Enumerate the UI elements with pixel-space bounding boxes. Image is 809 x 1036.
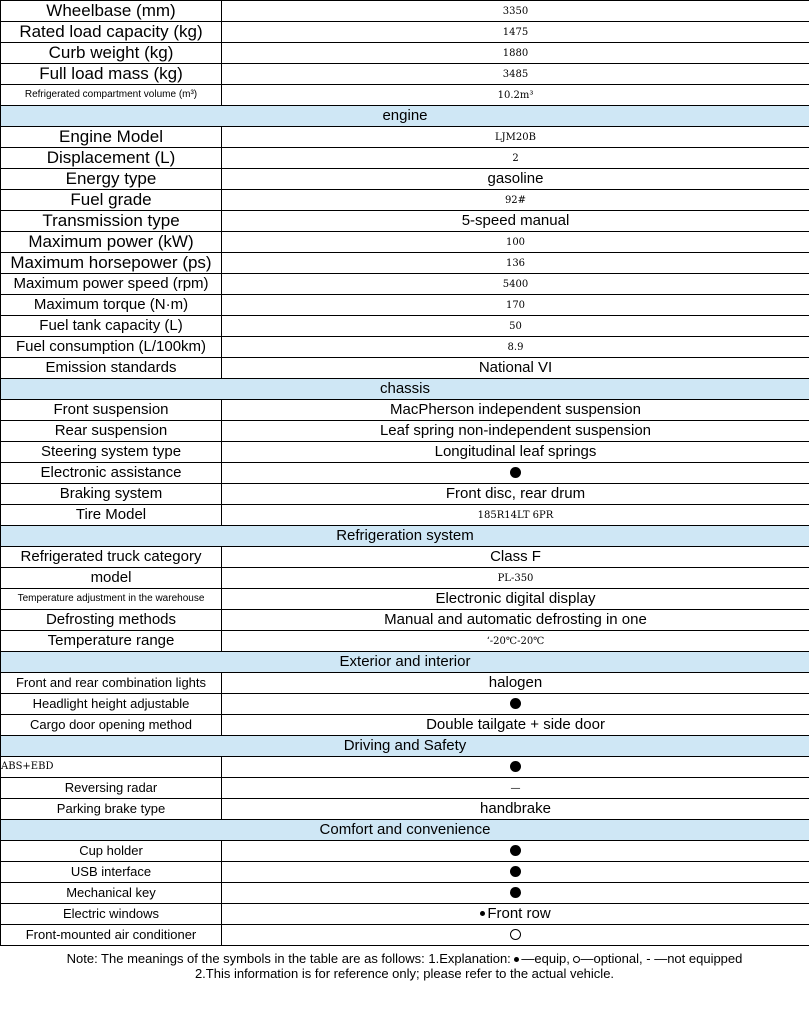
row-value — [222, 211, 809, 232]
table-row — [1, 631, 809, 652]
row-value-text: ‘-20℃-20℃ — [486, 636, 545, 647]
row-label: Cargo door opening method — [1, 715, 222, 736]
equip-dot-icon — [510, 698, 521, 709]
row-value — [222, 127, 809, 148]
table-row — [1, 862, 809, 883]
row-label: Engine Model — [1, 127, 222, 148]
equip-dot-icon — [510, 467, 521, 478]
section-title: Comfort and convenience — [1, 820, 809, 841]
row-value — [222, 799, 809, 820]
table-row — [1, 190, 809, 211]
row-label: Steering system type — [1, 442, 222, 463]
row-value-text: 1475 — [502, 27, 529, 38]
row-label: Curb weight (kg) — [1, 43, 222, 64]
row-label: Refrigerated compartment volume (m³) — [1, 85, 222, 106]
table-row — [1, 421, 809, 442]
notes-prefix: Note: The meanings of the symbols in the table are as follows: 1.Explanation: — [66, 951, 511, 966]
row-label: Refrigerated truck category — [1, 547, 222, 568]
row-label: Wheelbase (mm) — [1, 1, 222, 22]
row-value-text: Class F — [490, 548, 541, 565]
section-title: Exterior and interior — [1, 652, 809, 673]
table-row — [1, 799, 809, 820]
row-value-text: 5-speed manual — [461, 212, 570, 229]
row-value — [222, 421, 809, 442]
section-title: chassis — [1, 379, 809, 400]
table-row — [1, 274, 809, 295]
row-label: Temperature adjustment in the warehouse — [1, 589, 222, 610]
row-value — [222, 778, 809, 799]
row-value-text: MacPherson independent suspension — [389, 401, 641, 418]
row-value — [222, 463, 809, 484]
row-label: USB interface — [1, 862, 222, 883]
row-value-text: Electronic digital display — [435, 590, 596, 607]
row-value — [222, 64, 809, 85]
row-value-text: Manual and automatic defrosting in one — [384, 611, 647, 628]
equip-dot-icon — [510, 845, 521, 856]
row-value-text: LJM20B — [495, 132, 536, 143]
row-label: ABS+EBD — [1, 757, 222, 778]
row-value-text: 1880 — [502, 48, 529, 59]
table-row — [1, 127, 809, 148]
row-value-text: 92# — [504, 195, 527, 206]
row-label: Maximum power speed (rpm) — [1, 274, 222, 295]
row-value-text: 2 — [512, 153, 519, 164]
row-value-text: — — [510, 783, 521, 794]
equip-dot-icon — [480, 911, 485, 916]
table-row — [1, 253, 809, 274]
row-label: Fuel tank capacity (L) — [1, 316, 222, 337]
section-header — [1, 820, 809, 841]
row-value — [222, 85, 809, 106]
row-value-text: 3350 — [502, 6, 529, 17]
row-value — [222, 337, 809, 358]
row-value-text: 185R14LT 6PR — [477, 510, 554, 521]
section-header — [1, 526, 809, 547]
row-value-text: 136 — [505, 258, 526, 269]
table-row — [1, 148, 809, 169]
row-label: Tire Model — [1, 505, 222, 526]
table-row — [1, 295, 809, 316]
row-value — [222, 295, 809, 316]
table-row — [1, 484, 809, 505]
section-title: Refrigeration system — [1, 526, 809, 547]
row-value-text: 50 — [509, 321, 522, 332]
spec-table-body — [1, 1, 809, 946]
row-label: Fuel grade — [1, 190, 222, 211]
row-value — [222, 358, 809, 379]
table-row — [1, 694, 809, 715]
row-label: Maximum power (kW) — [1, 232, 222, 253]
table-row — [1, 442, 809, 463]
row-value — [222, 568, 809, 589]
row-value-text: PL-350 — [497, 573, 534, 584]
table-row — [1, 505, 809, 526]
equip-dot-icon — [514, 957, 519, 962]
row-label: Rated load capacity (kg) — [1, 22, 222, 43]
row-label: Front suspension — [1, 400, 222, 421]
row-value-text: Front disc, rear drum — [445, 485, 586, 502]
table-row — [1, 589, 809, 610]
table-row — [1, 169, 809, 190]
table-row — [1, 883, 809, 904]
row-value — [222, 862, 809, 883]
row-value-text: 3485 — [502, 69, 529, 80]
row-label: Braking system — [1, 484, 222, 505]
section-header — [1, 652, 809, 673]
row-value — [222, 1, 809, 22]
row-value-text: National VI — [478, 359, 553, 376]
table-row — [1, 925, 809, 946]
row-value — [222, 673, 809, 694]
table-row — [1, 358, 809, 379]
row-label: Parking brake type — [1, 799, 222, 820]
table-row — [1, 22, 809, 43]
row-label: Rear suspension — [1, 421, 222, 442]
row-label: Electric windows — [1, 904, 222, 925]
table-row — [1, 85, 809, 106]
row-value — [222, 232, 809, 253]
row-label: Energy type — [1, 169, 222, 190]
row-value-text: halogen — [488, 674, 543, 691]
row-value — [222, 757, 809, 778]
equip-dot-icon — [510, 866, 521, 877]
row-value — [222, 904, 809, 925]
row-value-text: Longitudinal leaf springs — [434, 443, 597, 460]
row-label: Maximum horsepower (ps) — [1, 253, 222, 274]
table-row — [1, 211, 809, 232]
table-row — [1, 673, 809, 694]
row-label: model — [1, 568, 222, 589]
notes-line-1 — [0, 951, 809, 966]
table-row — [1, 232, 809, 253]
section-header — [1, 736, 809, 757]
row-value — [222, 505, 809, 526]
row-label: Displacement (L) — [1, 148, 222, 169]
row-value-text: 170 — [505, 300, 526, 311]
row-value — [222, 883, 809, 904]
row-value — [222, 925, 809, 946]
row-label: Temperature range — [1, 631, 222, 652]
table-row — [1, 337, 809, 358]
table-row — [1, 547, 809, 568]
row-value — [222, 547, 809, 568]
row-value — [222, 253, 809, 274]
row-value-text: 10.2m³ — [497, 90, 534, 101]
notes-not-equipped: - —not equipped — [646, 951, 743, 966]
table-row — [1, 757, 809, 778]
table-row — [1, 715, 809, 736]
row-value-text: Double tailgate + side door — [426, 716, 605, 733]
row-value-text: handbrake — [480, 800, 551, 817]
row-value-text: 100 — [505, 237, 526, 248]
section-header — [1, 106, 809, 127]
table-row — [1, 904, 809, 925]
row-value — [222, 316, 809, 337]
table-row — [1, 1, 809, 22]
notes-line-2: 2.This information is for reference only; please refer to the actual vehicle. — [194, 966, 615, 981]
section-title: engine — [1, 106, 809, 127]
row-label: Electronic assistance — [1, 463, 222, 484]
table-row — [1, 64, 809, 85]
row-value-text: Front row — [487, 905, 551, 922]
row-value — [222, 148, 809, 169]
table-row — [1, 610, 809, 631]
optional-ring-icon — [510, 929, 521, 940]
section-title: Driving and Safety — [1, 736, 809, 757]
row-value-text: 5400 — [502, 279, 529, 290]
row-value — [222, 631, 809, 652]
row-value — [222, 484, 809, 505]
row-value — [222, 841, 809, 862]
table-row — [1, 463, 809, 484]
row-label: Maximum torque (N·m) — [1, 295, 222, 316]
row-value — [222, 22, 809, 43]
row-label: Cup holder — [1, 841, 222, 862]
table-row — [1, 400, 809, 421]
table-row — [1, 568, 809, 589]
row-value — [222, 400, 809, 421]
row-value-text: gasoline — [487, 170, 544, 187]
row-value — [222, 442, 809, 463]
row-label: Transmission type — [1, 211, 222, 232]
row-value — [222, 694, 809, 715]
row-value — [222, 43, 809, 64]
row-label: Front-mounted air conditioner — [1, 925, 222, 946]
equip-dot-icon — [510, 761, 521, 772]
row-label: Fuel consumption (L/100km) — [1, 337, 222, 358]
row-value — [222, 589, 809, 610]
row-label: Front and rear combination lights — [1, 673, 222, 694]
row-label: Full load mass (kg) — [1, 64, 222, 85]
row-label: Emission standards — [1, 358, 222, 379]
row-value — [222, 610, 809, 631]
row-value — [222, 169, 809, 190]
row-value — [222, 190, 809, 211]
notes-equip: —equip, — [521, 951, 570, 966]
row-value — [222, 715, 809, 736]
row-label: Headlight height adjustable — [1, 694, 222, 715]
row-value-text: Leaf spring non-independent suspension — [379, 422, 652, 439]
row-value — [222, 274, 809, 295]
row-label: Defrosting methods — [1, 610, 222, 631]
row-label: Reversing radar — [1, 778, 222, 799]
section-header — [1, 379, 809, 400]
equip-dot-icon — [510, 887, 521, 898]
notes-optional: —optional, — [580, 951, 643, 966]
row-label: Mechanical key — [1, 883, 222, 904]
table-row — [1, 316, 809, 337]
table-row — [1, 841, 809, 862]
table-row — [1, 778, 809, 799]
table-row — [1, 43, 809, 64]
notes — [0, 951, 809, 981]
row-value-text: 8.9 — [507, 342, 524, 353]
